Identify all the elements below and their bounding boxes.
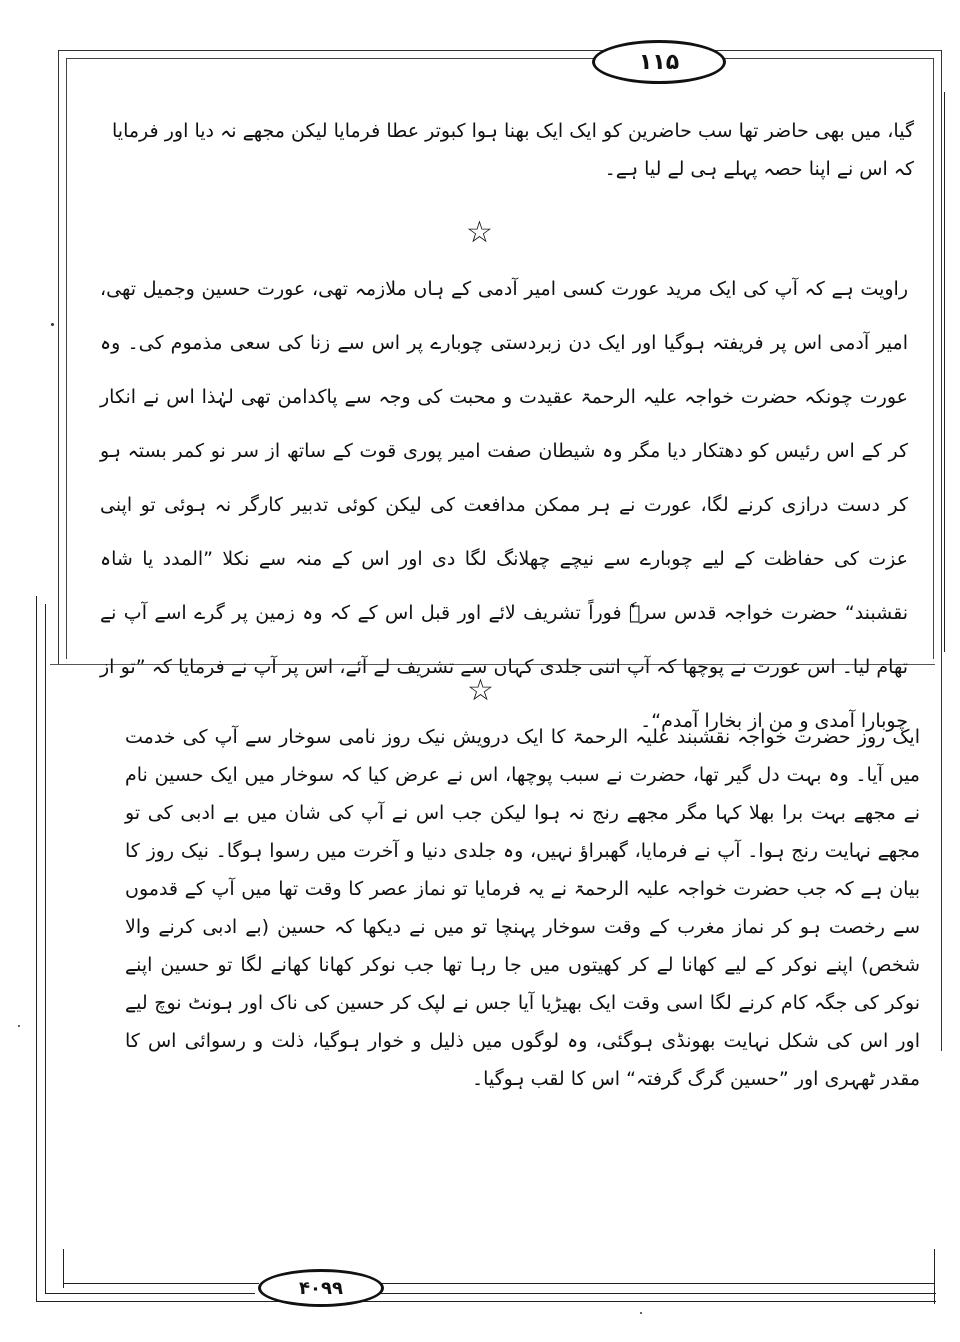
scan-speck (51, 323, 54, 326)
scan-speck (18, 1025, 20, 1027)
page-number-bottom (258, 1269, 384, 1307)
page-number-top-text: ۱۱۵ (638, 49, 680, 75)
bottom-rule-3 (45, 1293, 255, 1294)
scan-speck (640, 1312, 642, 1314)
star-separator-icon: ☆ (466, 215, 493, 250)
bottom-rule-5 (36, 1301, 936, 1302)
right-rule-3 (944, 92, 945, 652)
paragraph-2: راویت ہے کہ آپ کی ایک مرید عورت کسی امیر آدمی کے ہاں ملازمہ تھی، عورت حسین وجمیل تھی، امیر آدمی اس پر فریفتہ ہوگیا اور ایک دن زبردستی چوبارے پر اس سے زنا کی سعی مذموم کی۔ وہ عورت چونکہ حضرت خواجہ علیہ الرحمۃ عقیدت و محبت کی وجہ سے پاکدامن تھی لہٰذا اس نے انکار کر کے اس رئیس کو دھتکار دیا مگر وہ شیطان صفت امیر پوری قوت کے ساتھ از سر نو کمر بستہ ہو کر دست درازی کرنے لگا، عورت نے ہر ممکن مدافعت کی لیکن کوئی تدبیر کارگر نہ ہوئی تو اپنی عزت کی حفاظت کے لیے چوبارے سے نیچے چھلانگ لگا دی اور اس کے منہ سے نکلا ”المدد یا شاہ نقشبند“ حضرت خواجہ قدس سرہٗ فوراً تشریف لائے اور قبل اس کے کہ وہ زمین پر گرے اسے آپ نے تھام لیا۔ اس عورت نے پوچھا کہ آپ اتنی جلدی کہاں سے تشریف لے آئے، اس پر آپ نے فرمایا کہ ”تو از چوبارا آمدی و من از بخارا آمدم“۔ (100, 278, 908, 732)
left-rule-1 (36, 596, 37, 1301)
bottom-rule-4 (380, 1293, 936, 1294)
bottom-rule-1 (63, 1283, 259, 1284)
page-number-bottom-text: ۴۰۹۹ (299, 1277, 343, 1299)
paragraph-1: گیا، میں بھی حاضر تھا سب حاضرین کو ایک ایک بھنا ہوا کبوتر عطا فرمایا لیکن مجھے نہ دیا اور فرمایا کہ اس نے اپنا حصہ پہلے ہی لے لیا ہے۔ (112, 120, 914, 180)
star-separator-icon: ☆ (467, 673, 494, 708)
left-rule-2 (45, 604, 46, 1294)
paragraph-3: ایک روز حضرت خواجہ نقشبند علیہ الرحمۃ کا ایک درویش نیک روز نامی سوخار سے آپ کی خدمت میں آیا۔ وہ بہت دل گیر تھا، حضرت نے سبب پوچھا، اس نے عرض کیا کہ سوخار میں ایک حسین نام نے مجھے بہت برا بھلا کہا مگر مجھے رنج نہ ہوا لیکن جب اس نے آپ کی شان میں بے ادبی کی تو مجھے نہایت رنج ہوا۔ آپ نے فرمایا، گھبراؤ نہیں، وہ جلدی دنیا و آخرت میں رسوا ہوگا۔ نیک روز کا بیان ہے کہ جب حضرت خواجہ علیہ الرحمۃ نے یہ فرمایا تو نماز عصر کا وقت تھا میں آپ کے قدموں سے رخصت ہو کر نماز مغرب کے وقت سوخار پہنچا تو میں نے دیکھا کہ حسین (بے ادبی کرنے والا شخص) اپنے نوکر کے لیے کھانا لے کر کھیتوں میں جا رہا تھا جب نوکر کھانا کھانے لگا تو حسین اپنے نوکر کی جگہ کام کرنے لگا اسی وقت ایک بھیڑیا آیا جس نے لپک کر حسین کی ناک اور ہونٹ نوچ لیے اور اس کی شکل نہایت بھونڈی ہوگئی، وہ لوگوں میں ذلیل و خوار ہوگیا، ذلت و رسوائی اس کا مقدر ٹھہری اور ”حسین گرگ گرفتہ“ اس کا لقب ہوگیا۔ (125, 726, 920, 1090)
page-number-top (592, 40, 726, 84)
bottom-rule-2 (378, 1283, 934, 1284)
